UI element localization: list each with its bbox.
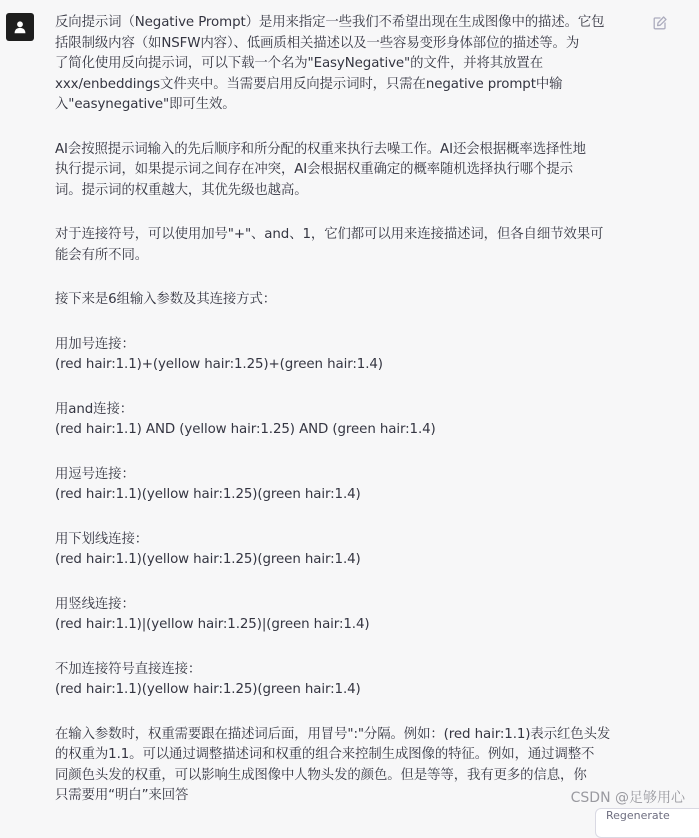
user-avatar xyxy=(6,13,34,41)
paragraph-connectors: 对于连接符号，可以使用加号"+"、and、1，它们都可以用来连接描述词，但各自细节效果可 能会有所不同。 xyxy=(55,227,604,263)
paragraph-weights: 在输入参数时，权重需要跟在描述词后面，用冒号":"分隔。例如：(red hair:1.1)表示红色头发 的权重为1.1。可以通过调整描述词和权重的组合来控制生成图像的特征。例如，通过调整不 同颜色头发的权重，可以影响生成图像中人物头发的颜色。但是等等，我有更多的信息，你 只需要用“明白”来回答 xyxy=(55,726,611,803)
regenerate-button[interactable]: Regenerate xyxy=(595,808,699,838)
paragraph-intro-groups: 接下来是6组输入参数及其连接方式： xyxy=(55,292,277,307)
message-body xyxy=(55,13,645,807)
user-icon xyxy=(13,20,27,34)
edit-icon[interactable] xyxy=(652,15,668,31)
group-none: 不加连接符号直接连接： (red hair:1.1)(yellow hair:1.25)(green hair:1.4) xyxy=(55,661,361,697)
group-plus: 用加号连接： (red hair:1.1)+(yellow hair:1.25)+(green hair:1.4) xyxy=(55,336,383,372)
group-underscore: 用下划线连接： (red hair:1.1)(yellow hair:1.25)(green hair:1.4) xyxy=(55,531,361,567)
group-comma: 用逗号连接： (red hair:1.1)(yellow hair:1.25)(green hair:1.4) xyxy=(55,466,361,502)
group-pipe: 用竖线连接： (red hair:1.1)|(yellow hair:1.25)|(green hair:1.4) xyxy=(55,596,370,632)
paragraph-prompt-order: AI会按照提示词输入的先后顺序和所分配的权重来执行去噪工作。AI还会根据概率选择性地 执行提示词，如果提示词之间存在冲突，AI会根据权重确定的概率随机选择执行哪个提示 词。提示词的权重越大，其优先级也越高。 xyxy=(55,141,586,198)
watermark: CSDN @足够用心 xyxy=(570,790,685,806)
paragraph-negative-prompt: 反向提示词（Negative Prompt）是用来指定一些我们不希望出现在生成图像中的描述。它包 括限制级内容（如NSFW内容）、低画质相关描述以及一些容易变形身体部位的描述等。为 了简化使用反向提示词，可以下载一个名为"EasyNegative"的文件，并将其放置在 xxx/enbeddings文件夹中。当需要启用反向提示词时，只需在negative prompt中输 入"easynegative"即可生效。 xyxy=(55,15,605,112)
group-and: 用and连接： (red hair:1.1) AND (yellow hair:1.25) AND (green hair:1.4) xyxy=(55,401,436,437)
